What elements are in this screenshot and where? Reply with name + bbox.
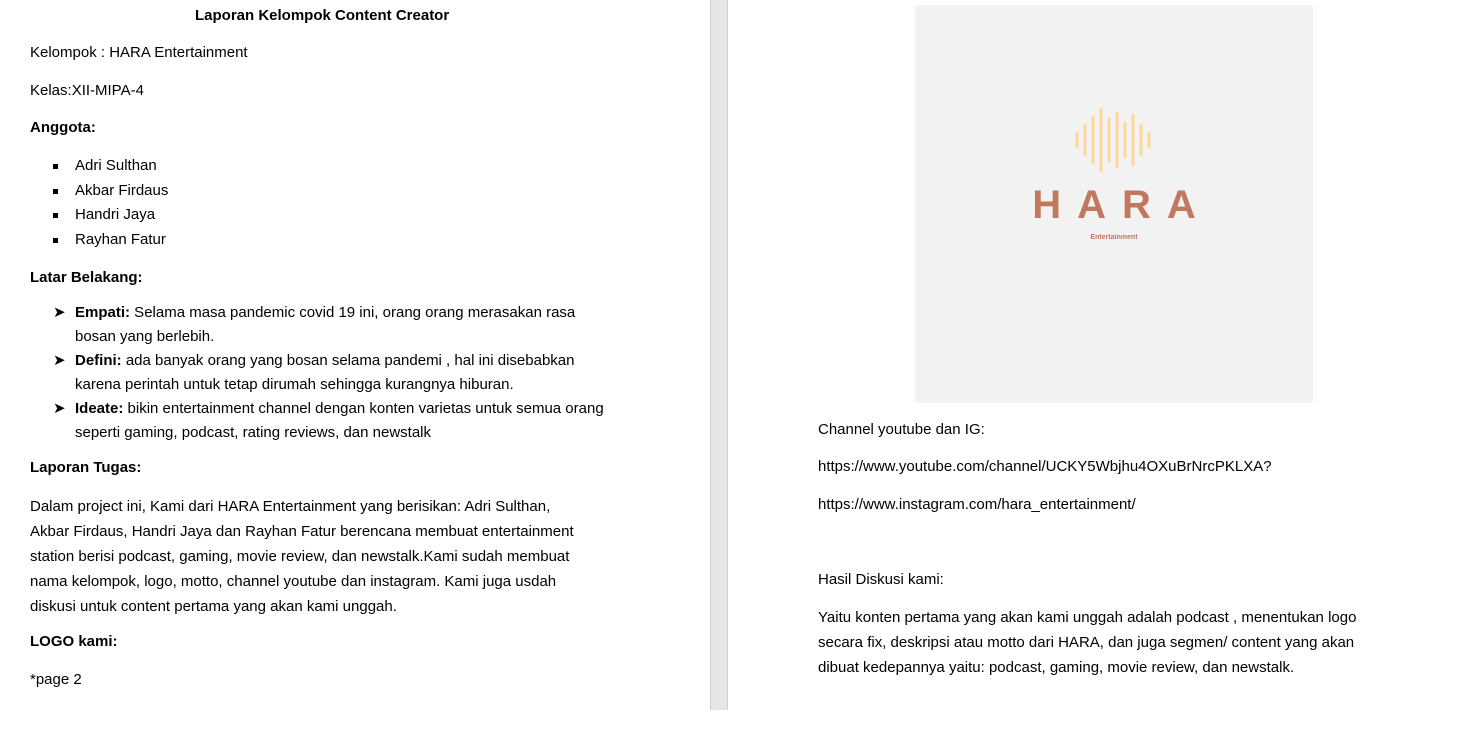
latar-term: Empati:: [75, 304, 131, 321]
arrow-bullet-icon: ➤: [53, 352, 66, 369]
laporan-paragraph: [30, 494, 574, 619]
latar-term: Ideate:: [75, 400, 124, 417]
list-item: Adri Sulthan: [30, 156, 168, 176]
channel-heading: Channel youtube dan IG:: [818, 421, 985, 438]
youtube-link[interactable]: https://www.youtube.com/channel/UCKY5Wbjhu4OXuBrNrcPKLXA?: [818, 458, 1272, 475]
document-page-left: [0, 0, 710, 710]
hasil-heading: Hasil Diskusi kami:: [818, 571, 944, 588]
list-item: Rayhan Fatur: [30, 230, 168, 250]
paragraph-line: Akbar Firdaus, Handri Jaya dan Rayhan Fatur berencana membuat entertainment: [30, 523, 574, 540]
arrow-bullet-icon: ➤: [53, 400, 66, 417]
sound-wave-icon: [1073, 107, 1155, 173]
paragraph-line: Dalam project ini, Kami dari HARA Entertainment yang berisikan: Adri Sulthan,: [30, 498, 551, 515]
page-note: *page 2: [30, 671, 82, 688]
paragraph-line: nama kelompok, logo, motto, channel youtube dan instagram. Kami juga usdah: [30, 573, 557, 590]
document-title: Laporan Kelompok Content Creator: [195, 7, 450, 24]
list-item: [30, 349, 620, 397]
hara-logo-image: [915, 5, 1313, 403]
hasil-paragraph: [818, 605, 1356, 680]
document-page-right: [728, 0, 1462, 710]
paragraph-line: Yaitu konten pertama yang akan kami unggah adalah podcast , menentukan logo: [818, 609, 1357, 626]
anggota-list: [30, 156, 168, 254]
page-gutter: [710, 0, 728, 710]
logo-subtitle: Entertainment: [1090, 234, 1138, 241]
kelompok-line: Kelompok : HARA Entertainment: [30, 44, 248, 61]
list-item: [30, 301, 620, 349]
latar-text: bikin entertainment channel dengan konten varietas untuk semua orang seperti gaming, podcast, rating reviews, dan newstalk: [75, 400, 604, 441]
anggota-heading: Anggota:: [30, 119, 96, 136]
list-item: Handri Jaya: [30, 205, 168, 225]
paragraph-line: station berisi podcast, gaming, movie review, dan newstalk.Kami sudah membuat: [30, 548, 570, 565]
list-item: [30, 397, 620, 445]
latar-text: Selama masa pandemic covid 19 ini, orang orang merasakan rasa bosan yang berlebih.: [75, 304, 576, 345]
latar-text: ada banyak orang yang bosan selama pandemi , hal ini disebabkan karena perintah untuk tetap dirumah sehingga kurangnya hiburan.: [75, 352, 575, 393]
latar-list: [30, 301, 620, 445]
paragraph-line: dibuat kedepannya yaitu: podcast, gaming, movie review, dan newstalk.: [818, 659, 1295, 676]
laporan-heading: Laporan Tugas:: [30, 459, 142, 476]
instagram-link[interactable]: https://www.instagram.com/hara_entertainment/: [818, 496, 1136, 513]
arrow-bullet-icon: ➤: [53, 304, 66, 321]
paragraph-line: secara fix, deskripsi atau motto dari HARA, dan juga segmen/ content yang akan: [818, 634, 1355, 651]
latar-term: Defini:: [75, 352, 122, 369]
logo-wordmark: HARA: [1032, 183, 1212, 227]
logo-heading: LOGO kami:: [30, 633, 118, 650]
paragraph-line: diskusi untuk content pertama yang akan kami unggah.: [30, 598, 397, 615]
list-item: Akbar Firdaus: [30, 181, 168, 201]
latar-heading: Latar Belakang:: [30, 269, 143, 286]
kelas-line: Kelas:XII-MIPA-4: [30, 82, 144, 99]
